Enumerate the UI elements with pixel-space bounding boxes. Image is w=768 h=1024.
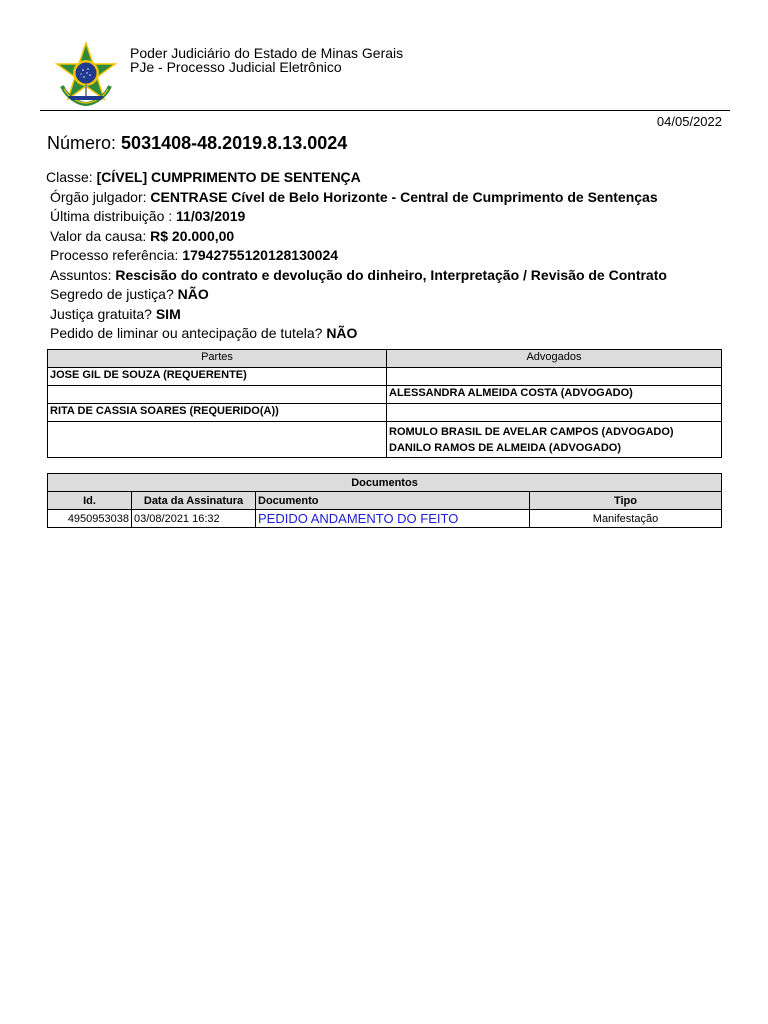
info-value: CENTRASE Cível de Belo Horizonte - Central de Cumprimento de Sentenças [150,188,658,205]
header-line-system: PJe - Processo Judicial Eletrônico [130,59,342,75]
lawyer-cell [387,422,722,458]
column-header-id: Id. [48,492,132,510]
info-label: Justiça gratuita? [50,305,152,322]
column-header-partes: Partes [48,350,387,368]
column-header-document: Documento [256,492,530,510]
party-cell [48,422,387,458]
info-label: Pedido de liminar ou antecipação de tutela? [50,325,323,341]
lawyer-cell [387,404,722,422]
table-row [48,422,722,458]
info-value: SIM [155,305,181,322]
table-row [48,510,722,528]
info-row-referencia [46,246,736,266]
info-row-assuntos [46,266,736,286]
info-row-classe [46,168,736,188]
info-value: R$ 20.000,00 [150,227,235,244]
documents-title: Documentos [48,474,722,492]
info-value: [CÍVEL] CUMPRIMENTO DE SENTENÇA [96,169,361,185]
table-title-row [48,474,722,492]
header-line-court: Poder Judiciário do Estado de Minas Gerais [130,45,404,61]
info-label: Assuntos: [50,266,112,283]
info-row-orgao [46,188,736,208]
table-row [48,368,722,386]
document-link[interactable]: PEDIDO ANDAMENTO DO FEITO [258,511,459,526]
info-row-liminar [46,324,736,344]
info-row-distribuicao [46,207,736,227]
process-number-value: 5031408-48.2019.8.13.0024 [121,133,348,153]
lawyer-name: ROMULO BRASIL DE AVELAR CAMPOS (ADVOGADO) [389,426,674,438]
info-row-valor [46,227,736,247]
info-row-gratuita [46,305,736,325]
info-value: Rescisão do contrato e devolução do dinheiro, Interpretação / Revisão de Contrato [115,266,667,283]
documents-table [47,473,722,528]
info-value: 17942755120128130024 [182,247,339,263]
column-header-type: Tipo [530,492,722,510]
process-number-label: Número: [47,133,117,153]
lawyer-cell: ALESSANDRA ALMEIDA COSTA (ADVOGADO) [387,386,722,404]
lawyer-name: DANILO RAMOS DE ALMEIDA (ADVOGADO) [389,442,622,454]
lawyer-cell [387,368,722,386]
info-label: Última distribuição : [50,208,173,224]
info-label: Segredo de justiça? [50,286,174,302]
process-number [47,133,347,154]
table-row [48,386,722,404]
info-label: Processo referência: [50,247,179,263]
party-cell [48,386,387,404]
info-row-segredo [46,285,736,305]
document-date-cell: 03/08/2021 16:32 [132,510,256,528]
column-header-date: Data da Assinatura [132,492,256,510]
table-header-row [48,350,722,368]
document-type-cell: Manifestação [530,510,722,528]
page-header [40,36,730,111]
party-cell: JOSE GIL DE SOUZA (REQUERENTE) [48,368,387,386]
party-cell: RITA DE CASSIA SOARES (REQUERIDO(A)) [48,404,387,422]
info-value: NÃO [177,286,209,302]
parties-table [47,349,722,458]
table-header-row [48,492,722,510]
table-row [48,404,722,422]
document-id-cell: 4950953038 [48,510,132,528]
process-info [46,168,736,344]
info-value: 11/03/2019 [176,208,246,224]
info-label: Órgão julgador: [50,188,147,205]
info-label: Classe: [46,169,93,185]
document-name-cell [256,510,530,528]
column-header-advogados: Advogados [387,350,722,368]
header-institution [130,46,403,74]
brazil-coat-of-arms-emblem [54,42,118,106]
info-label: Valor da causa: [50,227,147,244]
info-value: NÃO [326,325,358,341]
print-date: 04/05/2022 [656,114,722,129]
